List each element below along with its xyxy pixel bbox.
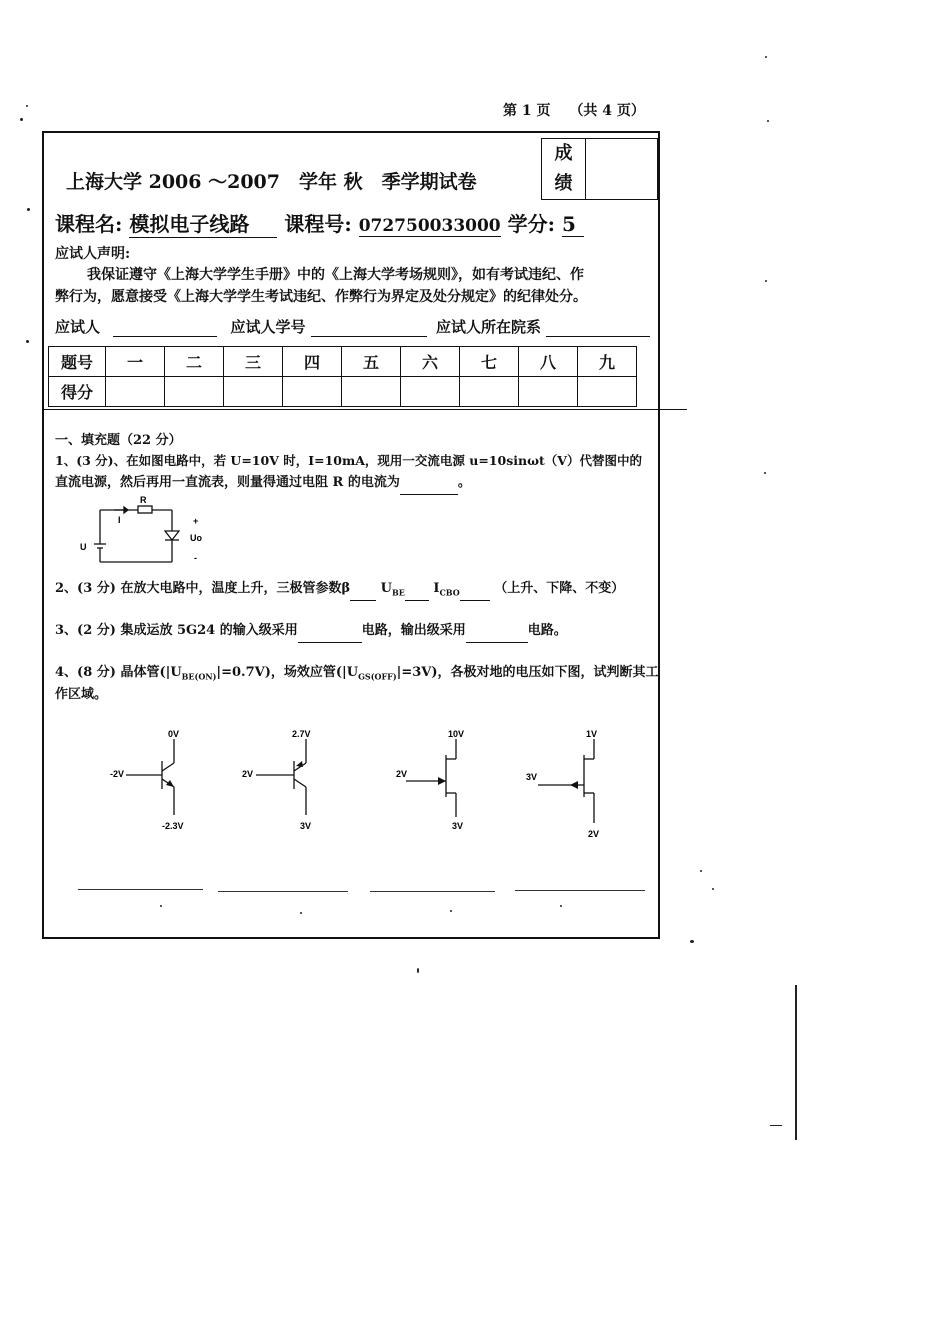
- declaration-title: 应试人声明:: [55, 246, 131, 262]
- scan-speck: [450, 910, 452, 912]
- scan-speck: [764, 472, 766, 474]
- score-table-header-row: [49, 347, 637, 377]
- q1-circuit-diagram: [76, 494, 216, 574]
- device-1-npn-transistor: [108, 725, 208, 835]
- scan-mark: [795, 985, 797, 1140]
- exam-title: 上海大学 2006 ～2007 学年 秋 季学期试卷: [66, 171, 477, 193]
- examinee-dept-field: [546, 318, 650, 337]
- credit-value: 5: [562, 212, 584, 237]
- score-cell: [460, 377, 519, 407]
- score-cell: [283, 377, 342, 407]
- score-table: [48, 346, 637, 407]
- course-name-label: 课程名:: [55, 212, 123, 236]
- question-1-line-2: 直流电源，然后再用一直流表，则量得通过电阻 R 的电流为 。: [55, 472, 655, 495]
- course-line: [55, 208, 584, 238]
- device-3-bottom-voltage: 3V: [452, 821, 464, 831]
- scan-speck: [20, 118, 23, 121]
- device-2-bottom-voltage: 3V: [300, 821, 312, 831]
- device-1-left-voltage: -2V: [110, 769, 125, 779]
- label-plus: +: [193, 516, 199, 526]
- scan-speck: [560, 905, 562, 907]
- examinee-name-field: [113, 318, 217, 337]
- page-current: 第 1 页: [503, 103, 551, 119]
- question-2: 2、(3 分) 在放大电路中，温度上升，三极管参数β $U_{BE}$ $I_{CBO}$ （上升、下降、不变）: [55, 578, 655, 604]
- answer-blank: [460, 578, 490, 601]
- credit-label: 学分:: [507, 212, 556, 236]
- question-4-line-1: 4、(8 分) 晶体管$(|U_{BE(ON)}|=0.7V)$，场效应管$(|U_{GS(OFF)}|=3V)$，各极对地的电压如下图，试判断其工: [55, 665, 659, 682]
- device-2-pnp-transistor: [238, 725, 338, 835]
- examinee-line: [55, 316, 650, 337]
- section-heading: 一、填充题（22 分）: [55, 433, 182, 448]
- question-col: 九: [578, 347, 637, 377]
- answer-line-2: [218, 891, 348, 892]
- answer-blank: [405, 578, 429, 601]
- device-3-n-jfet: [392, 725, 492, 835]
- scan-speck: [300, 912, 302, 914]
- grade-box: [541, 138, 658, 200]
- scan-speck: [712, 888, 714, 890]
- question-col: 一: [106, 347, 165, 377]
- score-cell: [342, 377, 401, 407]
- device-3-left-voltage: 2V: [396, 769, 408, 779]
- question-col: 三: [224, 347, 283, 377]
- course-name-value: 模拟电子线路: [129, 208, 277, 238]
- device-4-bottom-voltage: 2V: [588, 829, 600, 839]
- declaration-line-2: 弊行为，愿意接受《上海大学学生考试违纪、作弊行为界定及处分规定》的纪律处分。: [55, 289, 587, 305]
- answer-line-4: [515, 890, 645, 891]
- device-2-top-voltage: 2.7V: [292, 729, 311, 739]
- question-col: 五: [342, 347, 401, 377]
- device-4-left-voltage: 3V: [526, 772, 538, 782]
- scan-speck: [765, 56, 767, 58]
- question-col: 二: [165, 347, 224, 377]
- answer-blank: [350, 578, 376, 601]
- device-4-top-voltage: 1V: [586, 729, 598, 739]
- declaration-line-1: 我保证遵守《上海大学学生手册》中的《上海大学考场规则》，如有考试违纪、作: [87, 267, 584, 283]
- scan-speck: [767, 120, 769, 122]
- score-cell: [224, 377, 283, 407]
- scan-speck: [27, 208, 30, 211]
- scan-speck: [417, 968, 419, 973]
- device-4-p-jfet: [522, 725, 622, 841]
- page-number: [503, 100, 645, 120]
- scan-speck: [765, 280, 767, 282]
- question-4-line-2: 作区域。: [55, 687, 108, 702]
- page-total: （共 4 页）: [569, 103, 645, 119]
- scan-speck: [160, 905, 162, 907]
- label-minus: -: [194, 553, 197, 563]
- device-3-top-voltage: 10V: [448, 729, 465, 739]
- question-col: 七: [460, 347, 519, 377]
- label-u: U: [80, 542, 87, 552]
- score-cell: [106, 377, 165, 407]
- scan-mark: [770, 1125, 782, 1126]
- score-table-score-row: [49, 377, 637, 407]
- question-1-line-1: 1、(3 分)、在如图电路中，若 U=10V 时，I=10mA，现用一交流电源 u=10sinωt（V）代替图中的: [55, 453, 642, 468]
- label-uo: Uo: [190, 533, 202, 543]
- answer-blank: [466, 620, 528, 643]
- examinee-id-label: 应试人学号: [230, 318, 306, 336]
- device-2-left-voltage: 2V: [242, 769, 254, 779]
- examinee-name-label: 应试人: [55, 318, 101, 336]
- label-r: R: [140, 495, 147, 505]
- question-col: 八: [519, 347, 578, 377]
- scan-speck: [700, 870, 702, 872]
- grade-label: 成 绩: [542, 139, 586, 199]
- scan-speck: [26, 340, 29, 343]
- score-label: 得分: [49, 377, 106, 407]
- separator-line: [42, 409, 687, 410]
- scan-speck: [26, 105, 28, 107]
- answer-line-3: [370, 891, 495, 892]
- score-cell: [578, 377, 637, 407]
- answer-blank: [298, 620, 362, 643]
- grade-cell: [586, 139, 657, 199]
- question-col: 六: [401, 347, 460, 377]
- question-col: 四: [283, 347, 342, 377]
- question-number-label: 题号: [49, 347, 106, 377]
- device-1-bottom-voltage: -2.3V: [162, 821, 184, 831]
- label-i: I: [118, 515, 121, 525]
- examinee-dept-label: 应试人所在院系: [435, 318, 541, 336]
- answer-blank: [400, 472, 458, 495]
- score-cell: [165, 377, 224, 407]
- course-code-label: 课程号:: [284, 212, 352, 236]
- question-3: 3、(2 分) 集成运放 5G24 的输入级采用 电路，输出级采用 电路。: [55, 620, 655, 643]
- score-cell: [519, 377, 578, 407]
- device-1-top-voltage: 0V: [168, 729, 180, 739]
- score-cell: [401, 377, 460, 407]
- course-code-value: 072750033000: [358, 216, 501, 236]
- examinee-id-field: [311, 318, 427, 337]
- answer-line-1: [78, 889, 203, 890]
- scan-speck: [690, 940, 694, 943]
